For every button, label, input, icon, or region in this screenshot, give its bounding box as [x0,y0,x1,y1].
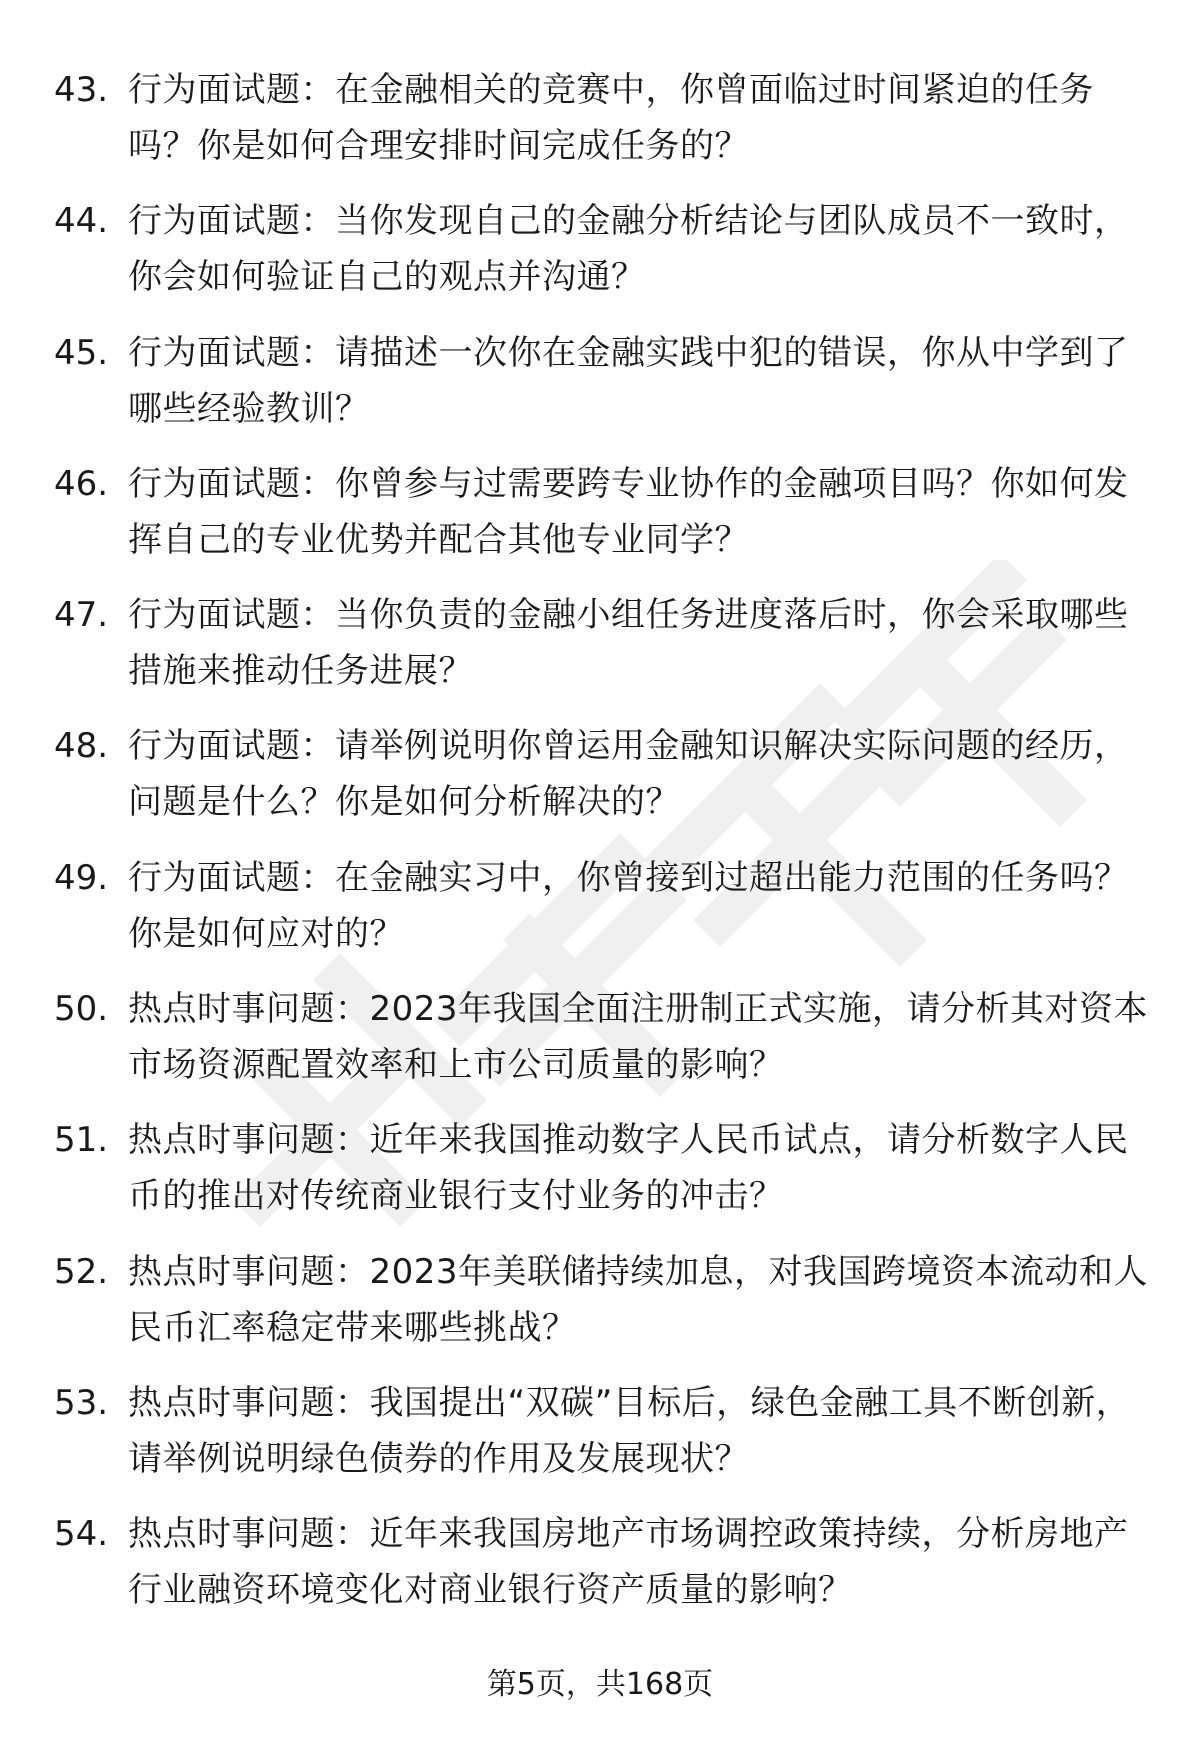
list-item [0,56,1200,187]
question-text: 行为面试题：请举例说明你曾运用金融知识解决实际问题的经历，问题是什么？你是如何分析解决的？ [128,726,1129,823]
question-number: 45. [54,332,109,373]
question-text: 行为面试题：在金融相关的竞赛中，你曾面临过时间紧迫的任务吗？你是如何合理安排时间完成任务的？ [128,70,1094,166]
question-number: 44. [54,201,109,242]
question-text: 热点时事问题：近年来我国推动数字人民币试点，请分析数字人民币的推出对传统商业银行支付业务的冲击？ [128,1120,1129,1217]
question-number: 54. [54,1514,109,1555]
page-footer: 第5页，共168页 [486,1667,714,1702]
list-item [0,450,1200,581]
question-text: 行为面试题：你曾参与过需要跨专业协作的金融项目吗？你如何发挥自己的专业优势并配合其他专业同学？ [128,463,1129,560]
question-number: 48. [54,726,109,767]
question-number: 49. [54,857,109,898]
question-number: 50. [54,989,109,1030]
list-item [0,975,1200,1106]
list-item [0,187,1200,318]
question-text: 热点时事问题：2023年美联储持续加息，对我国跨境资本流动和人民币汇率稳定带来哪些挑战？ [128,1251,1149,1348]
list-item [0,1369,1200,1500]
question-number: 53. [54,1382,109,1423]
list-item [0,1500,1200,1631]
list-item [0,1106,1200,1237]
question-number: 51. [54,1120,109,1161]
question-text: 行为面试题：在金融实习中，你曾接到过超出能力范围的任务吗？你是如何应对的？ [128,857,1129,954]
question-text: 行为面试题：请描述一次你在金融实践中犯的错误，你从中学到了哪些经验教训？ [128,332,1129,429]
question-text: 行为面试题：当你负责的金融小组任务进度落后时，你会采取哪些措施来推动任务进展？ [128,595,1129,692]
list-item [0,581,1200,712]
list-item [0,844,1200,975]
question-text: 热点时事问题：2023年我国全面注册制正式实施，请分析其对资本市场资源配置效率和上市公司质量的影响？ [128,989,1149,1086]
question-text: 热点时事问题：近年来我国房地产市场调控政策持续，分析房地产行业融资环境变化对商业银行资产质量的影响？ [128,1514,1129,1611]
question-number: 46. [54,463,109,504]
question-number: 43. [54,70,109,110]
list-item [0,712,1200,843]
question-text: 热点时事问题：我国提出“双碳”目标后，绿色金融工具不断创新，请举例说明绿色债券的作用及发展现状？ [128,1382,1131,1479]
question-text: 行为面试题：当你发现自己的金融分析结论与团队成员不一致时，你会如何验证自己的观点并沟通？ [128,201,1129,298]
question-number: 52. [54,1251,109,1292]
question-list [0,56,1200,1632]
list-item [0,319,1200,450]
question-number: 47. [54,595,109,636]
list-item [0,1238,1200,1369]
